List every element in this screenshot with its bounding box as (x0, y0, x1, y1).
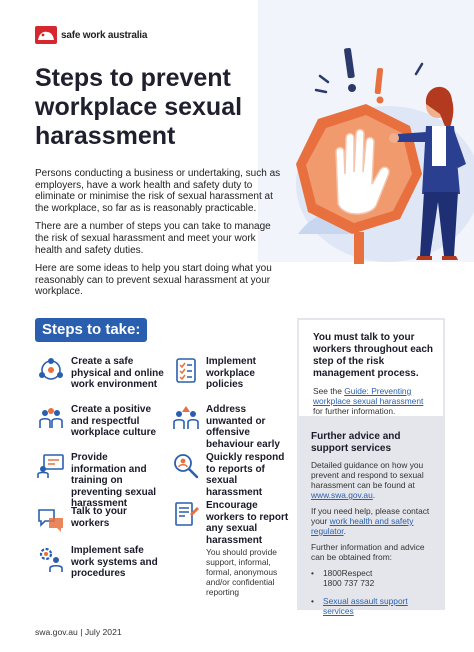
consult-text (313, 386, 433, 416)
step-item (172, 404, 292, 450)
brand-logo[interactable] (35, 26, 147, 44)
advice-heading: Further advice and support services (311, 431, 401, 454)
service-name: 1800Respect (323, 568, 373, 578)
magnify-person-icon (172, 452, 200, 480)
step-item (172, 452, 292, 498)
team-icon (37, 404, 65, 432)
consult-heading: You must talk to your workers throughout each step of the risk management process. (313, 332, 434, 379)
step-item (37, 356, 165, 391)
step-label: Address unwanted or offensive behaviour early (206, 404, 280, 450)
intro-paragraph: Here are some ideas to help you start doing what you reasonably can to prevent sexual harassment at your workplace. (35, 263, 272, 298)
list-item (311, 596, 437, 616)
page-title: Steps to prevent workplace sexual harassment (35, 64, 243, 150)
step-label: Talk to your workers (71, 506, 127, 529)
swa-website-link[interactable]: www.swa.gov.au (311, 490, 373, 500)
consult-pre: See the (313, 386, 345, 396)
advice-text-1-end: . (372, 490, 376, 500)
steps-heading: Steps to take: (35, 318, 147, 342)
step-label: Implement safe work systems and procedures (71, 545, 158, 579)
step-label: Provide information and training on preventing sexual harassment (71, 452, 157, 509)
step-item (37, 404, 165, 439)
step-label: Implement workplace policies (206, 356, 257, 390)
step-item (172, 356, 292, 391)
intro-paragraph: Persons conducting a business or undertaking, such as employers, have a work health and safety duty to eliminate or minimise the risk of sexual harassment at the workplace, so far as is reasonably practicable. (35, 168, 281, 214)
consult-post: for further information. (313, 406, 396, 416)
step-subtext: You should provide support, informal, formal, anonymous and/or confidential reporting (206, 547, 278, 597)
step-label: Quickly respond to reports of sexual harassment (206, 452, 285, 498)
step-label: Create a safe physical and online work environment (71, 356, 164, 390)
footer: swa.gov.au | July 2021 (35, 627, 122, 637)
advice-text (311, 460, 437, 500)
intro-text (35, 168, 285, 305)
guide-link[interactable]: Guide: Preventing workplace sexual harassment (313, 386, 424, 406)
swa-logo-icon (35, 26, 57, 44)
advice-text-1: Detailed guidance on how you prevent and respond to sexual harassment can be found at (311, 460, 424, 490)
warning-people-icon (172, 404, 200, 432)
list-item (311, 568, 437, 588)
advice-text (311, 506, 437, 536)
advice-text-2-end: . (343, 526, 346, 536)
step-item (37, 506, 165, 534)
service-phone: 1800 737 732 (323, 578, 375, 588)
checklist-icon (172, 356, 200, 384)
info-panel (297, 318, 445, 616)
step-item (37, 452, 165, 510)
gear-person-icon (37, 545, 65, 573)
step-label (206, 500, 294, 597)
regulator-link[interactable]: work health and safety regulator (311, 516, 414, 536)
advice-section (311, 431, 437, 624)
chat-icon (37, 506, 65, 534)
network-people-icon (37, 356, 65, 384)
advice-text-2: If you need help, please contact your (311, 506, 430, 526)
training-icon (37, 452, 65, 480)
consult-box (297, 318, 445, 418)
brand-name: safe work australia (61, 29, 148, 41)
intro-paragraph: There are a number of steps you can take to manage the risk of sexual harassment and meet your work health and safety duties. (35, 221, 271, 256)
advice-text: Further information and advice can be obtained from: (311, 542, 425, 562)
stop-sign-illustration (280, 34, 474, 264)
services-list (311, 568, 437, 616)
sexual-assault-services-link[interactable]: Sexual assault support services (323, 596, 408, 616)
step-item (172, 500, 294, 597)
step-label: Create a positive and respectful workplace culture (71, 404, 157, 438)
report-icon (172, 500, 200, 528)
step-item (37, 545, 165, 580)
step-label-text: Encourage workers to report any sexual harassment (206, 500, 289, 546)
